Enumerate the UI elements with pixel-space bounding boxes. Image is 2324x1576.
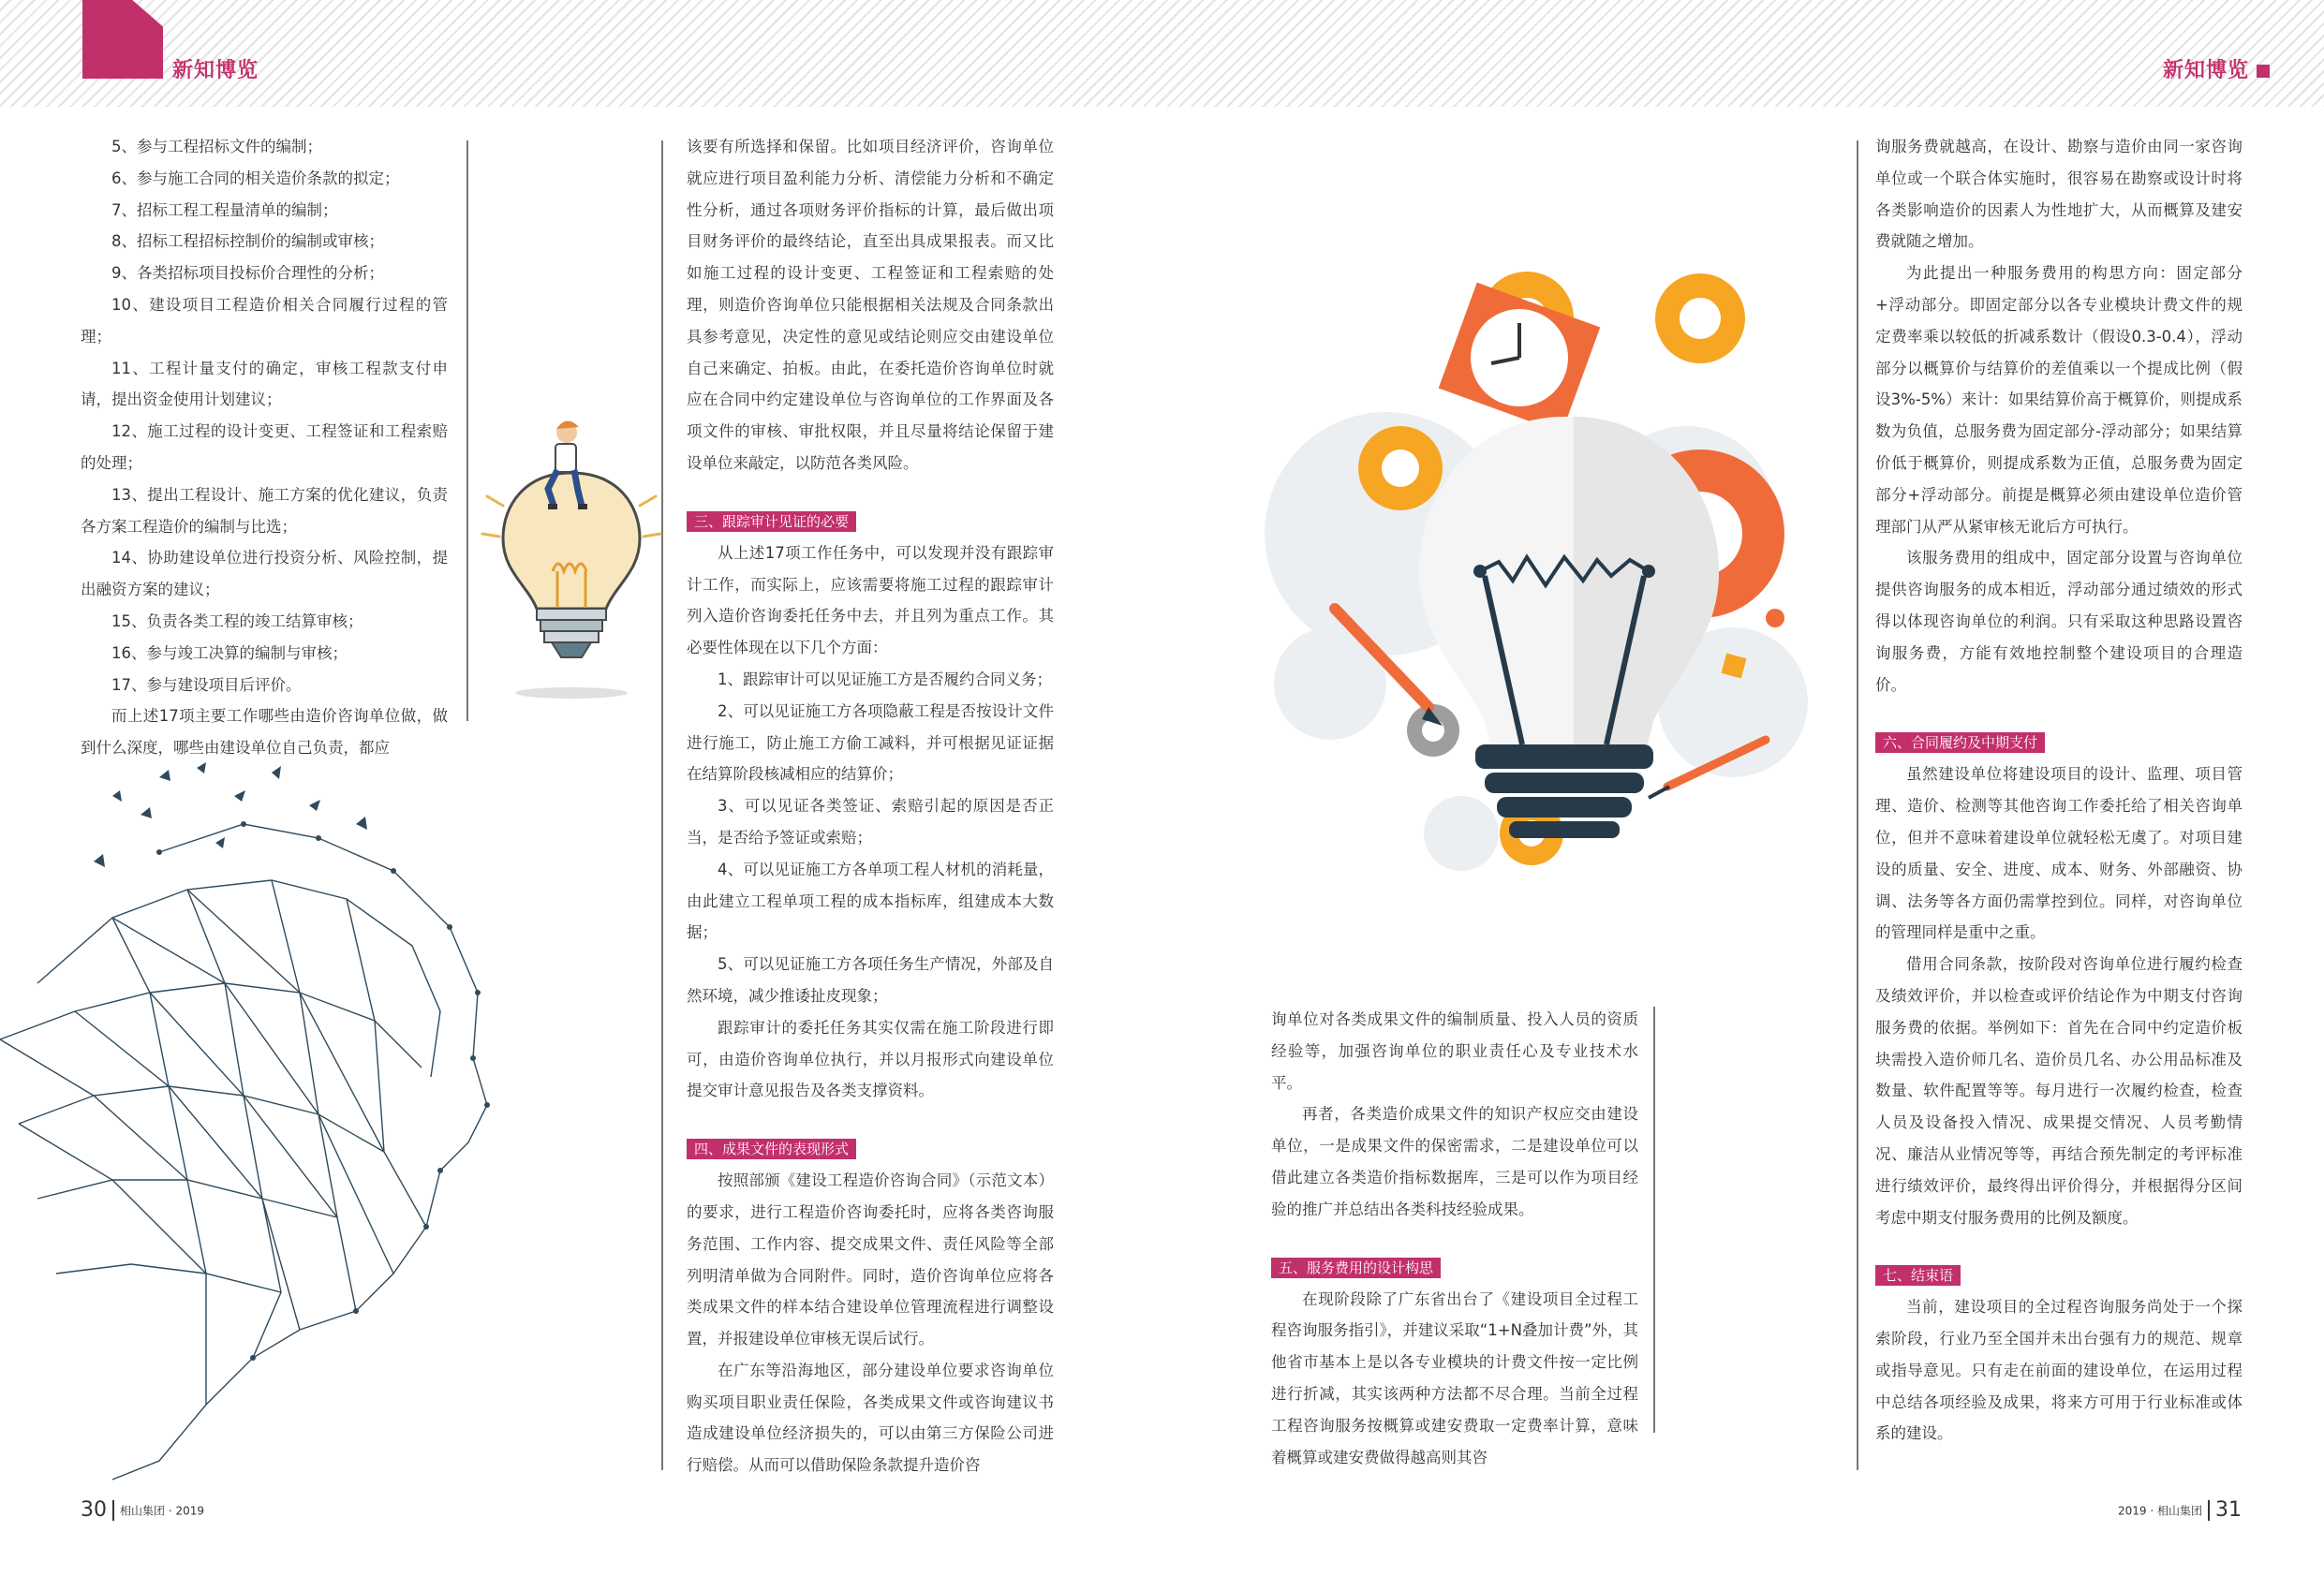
thinking-man-bulb-illustration [473,412,670,712]
paragraph: 从上述17项工作任务中，可以发现并没有跟踪审计工作，而实际上，应该需要将施工过程的跟踪审计列入造价咨询委托任务中去，并且列为重点工作。其必要性体现在以下几个方面： [687,543,1054,657]
list-item: 13、提出工程设计、施工方案的优化建议，负责各方案工程造价的编制与比选； [81,485,448,536]
paragraph: 询服务费就越高，在设计、勘察与造价由同一家咨询单位或一个联合体实施时，很容易在勘察或设计时将各类影响造价的因素人为性地扩大，从而概算及建安费就随之增加。 [1875,138,2243,251]
column-3 [1271,1004,1638,1473]
paragraph: 5、可以见证施工方各项任务生产情况，外部及自然环境，减少推诿扯皮现象； [687,955,1054,1005]
list-item: 5、参与工程招标文件的编制； [111,138,322,155]
section-title-right-text: 新知博览 [2162,59,2249,82]
paragraph: 按照部颁《建设工程造价咨询合同》（示范文本）的要求，进行工程造价咨询委托时，应将各类咨询服务范围、工作内容、提交成果文件、责任风险等全部列明清单做为合同附件。同时，造价咨询单位应将各类成果文件的样本结合建设单位管理流程进行调整设置，并报建设单位审核无误后试行。 [687,1171,1054,1348]
paragraph: 该要有所选择和保留。比如项目经济评价，咨询单位就应进行项目盈利能力分析、清偿能力分析和不确定性分析，通过各项财务评价指标的计算，最后做出项目财务评价的最终结论，直至出具成果报表。而又比如施工过程的设计变更、工程签证和工程索赔的处理，则造价咨询单位只能根据相关法规及合同条款出具参考意见，决定性的意见或结论则应交由建设单位自己来确定、拍板。由此，在委托造价咨询单位时就应在合同中约定建设单位与咨询单位的工作界面及各项文件的审核、审批权限，并且尽量将结论保留于建设单位来敲定，以防范各类风险。 [687,138,1054,472]
section-heading-7: 七、结束语 [1875,1265,1961,1286]
paragraph: 跟踪审计的委托任务其实仅需在施工阶段进行即可，由造价咨询单位执行，并以月报形式向建设单位提交审计意见报告及各类支撑资料。 [687,1018,1054,1100]
page-number-left: 30 [81,1498,107,1522]
list-item: 12、施工过程的设计变更、工程签证和工程索赔的处理； [81,422,448,472]
list-item: 15、负责各类工程的竣工结算审核； [111,611,363,630]
page-number-right: 31 [2215,1498,2242,1522]
list-item: 14、协助建设单位进行投资分析、风险控制，提出融资方案的建议； [81,549,448,599]
paragraph: 再者，各类造价成果文件的知识产权应交由建设单位，一是成果文件的保密需求，二是建设单位可以借此建立各类造价指标数据库，三是可以作为项目经验的推广并总结出各类科技经验成果。 [1271,1105,1638,1218]
paragraph: 当前，建设项目的全过程咨询服务尚处于一个探索阶段，行业乃至全国并未出台强有力的规范、规章或指导意见。只有走在前面的建设单位，在运用过程中总结各项经验及成果，将来方可用于行业标准或体系的建设。 [1875,1298,2243,1443]
footer-publication-left: 相山集团 · 2019 [120,1504,204,1518]
paragraph: 借用合同条款，按阶段对咨询单位进行履约检查及绩效评价，并以检查或评价结论作为中期支付咨询服务费的依据。举例如下：首先在合同中约定造价板块需投入造价师几名、造价员几名、办公用品标准及数量、软件配置等等。每月进行一次履约检查，检查人员及设备投入情况、成果提交情况、人员考勤情况、廉洁从业情况等等，再结合预先制定的考评标准进行绩效评价，最终得出评价得分，并根据得分区间考虑中期支付服务费用的比例及额度。 [1875,955,2243,1227]
header-hatch-band [0,0,2324,107]
column-1 [81,131,448,764]
section-title-right [2163,54,2270,83]
column-divider [1653,1007,1655,1433]
footer-publication-right: 2019 · 相山集团 [2118,1504,2202,1518]
paragraph: 在广东等沿海地区，部分建设单位要求咨询单位购买项目职业责任保险，各类成果文件或咨询建议书造成建设单位经济损失的，可以由第三方保险公司进行赔偿。从而可以借助保险条款提升造价咨 [687,1361,1054,1475]
column-4 [1875,131,2243,1450]
paragraph: 2、可以见证施工方各项隐蔽工程是否按设计文件进行施工，防止施工方偷工减料，并可根据见证证据在结算阶段核减相应的结算价； [687,701,1054,784]
section-heading-4: 四、成果文件的表现形式 [687,1139,856,1159]
list-item: 7、招标工程工程量清单的编制； [111,200,338,219]
column-divider [661,140,663,1470]
list-item: 11、工程计量支付的确定，审核工程款支付申请，提出资金使用计划建议； [81,359,448,409]
paragraph: 4、可以见证施工方各单项工程人材机的消耗量，由此建立工程单项工程的成本指标库，组建成本大数据； [687,860,1054,942]
footer-right [2118,1498,2242,1522]
column-divider [466,140,468,721]
column-2 [687,131,1054,1481]
paragraph: 1、跟踪审计可以见证施工方是否履约合同义务； [718,670,1052,688]
paragraph: 而上述17项主要工作哪些由造价咨询单位做，做到什么深度，哪些由建设单位自己负责，都应 [81,707,448,758]
section-heading-5: 五、服务费用的设计构思 [1271,1258,1441,1278]
list-item: 9、各类招标项目投标价合理性的分析； [111,264,384,283]
column-divider [1857,140,1858,1470]
footer-divider [112,1500,114,1521]
lightbulb-gears-illustration [1246,262,1808,974]
list-item: 6、参与施工合同的相关造价条款的拟定； [111,169,400,187]
list-item: 10、建设项目工程造价相关合同履行过程的管理； [81,295,448,346]
paragraph: 在现阶段除了广东省出台了《建设项目全过程工程咨询服务指引》，并建议采取“1+N叠加计费”外，其他省市基本上是以各专业模块的计费文件按一定比例进行折减，其实该两种方法都不尽合理。当前全过程工程咨询服务按概算或建安费取一定费率计算，意味着概算或建安费做得越高则其咨 [1271,1289,1639,1466]
section-heading-3: 三、跟踪审计见证的必要 [687,511,856,532]
paragraph: 询单位对各类成果文件的编制质量、投入人员的资质经验等，加强咨询单位的职业责任心及专业技术水平。 [1271,1010,1638,1092]
section-square-icon [2257,65,2270,78]
paragraph: 虽然建设单位将建设项目的设计、监理、项目管理、造价、检测等其他咨询工作委托给了相关咨询单位，但并不意味着建设单位就轻松无虞了。对项目建设的质量、安全、进度、成本、财务、外部融资、协调、法务等各方面仍需掌控到位。同样，对咨询单位的管理同样是重中之重。 [1875,765,2243,942]
footer-left [81,1498,204,1522]
list-item: 16、参与竣工决算的编制与审核； [111,643,348,662]
section-heading-6: 六、合同履约及中期支付 [1875,732,2045,753]
paragraph: 3、可以见证各类签证、索赔引起的原因是否正当，是否给予签证或索赔； [687,797,1054,847]
paragraph: 该服务费用的组成中，固定部分设置与咨询单位提供咨询服务的成本相近，浮动部分通过绩效的形式得以体现咨询单位的利润。只有采取这种思路设置咨询服务费，方能有效地控制整个建设项目的合理造价。 [1875,549,2243,694]
wireframe-head-illustration [0,749,646,1489]
list-item: 17、参与建设项目后评价。 [111,675,302,694]
footer-divider [2208,1500,2210,1521]
paragraph: 为此提出一种服务费用的构思方向：固定部分+浮动部分。即固定部分以各专业模块计费文件的规定费率乘以较低的折减系数计（假设0.3-0.4），浮动部分以概算价与结算价的差值乘以一个提成比例（假设3%-5%）来计：如果结算价高于概算价，则提成系数为负值，总服务费为固定部分-浮动部分；如果结算价低于概算价，则提成系数为正值，总服务费为固定部分+浮动部分。前提是概算必须由建设单位造价管理部门从严从紧审核无讹后方可执行。 [1875,264,2243,536]
section-title-left: 新知博览 [172,59,259,82]
list-item: 8、招标工程招标控制价的编制或审核； [111,232,384,251]
